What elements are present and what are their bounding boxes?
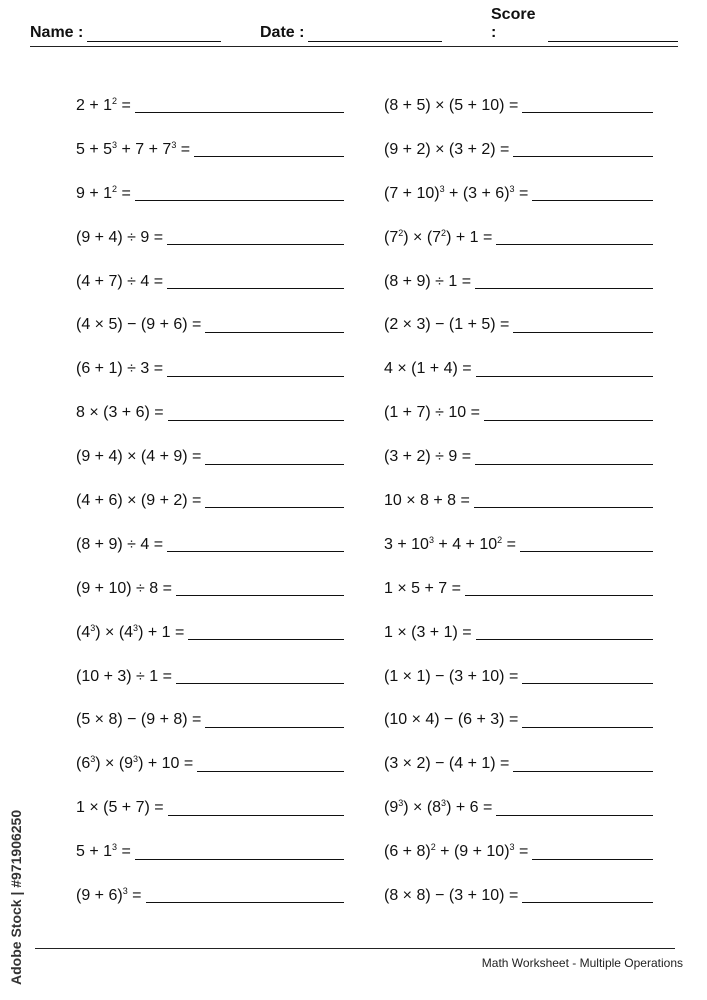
problem-row [76,698,344,742]
exponent: 3 [122,885,128,896]
answer-line[interactable] [194,142,344,157]
problem-expression [384,273,471,291]
problem-row [76,874,344,918]
problem-expression [384,492,470,510]
exponent: 3 [171,139,177,150]
expression-part: ) + 1 = [138,623,185,641]
expression-part: (9 + 4) × (4 + 9) = [76,448,202,466]
expression-part: 3 + 10 [384,535,429,553]
problem-expression [76,536,163,554]
problem-row [384,260,653,304]
problem-row [384,874,653,918]
exponent: 3 [90,754,96,765]
problem-row [76,742,344,786]
problem-row [76,172,344,216]
problem-expression [76,799,164,817]
expression-part: (4 + 6) × (9 + 2) = [76,491,202,509]
exponent: 3 [112,842,118,853]
problem-expression [384,580,461,598]
problem-expression [384,668,518,686]
problem-expression [76,97,131,115]
expression-part: (1 × 1) − (3 + 10) = [384,667,519,685]
answer-line[interactable] [197,757,344,772]
expression-part: (8 × 8) − (3 + 10) = [384,886,519,904]
expression-part: + (9 + 10) [435,843,510,861]
problem-row [76,128,344,172]
problem-row [76,611,344,655]
right-problem-column [384,84,653,918]
exponent: 2 [398,227,404,238]
expression-part: (6 + 1) ÷ 3 = [76,360,164,378]
expression-part: ) × (8 [403,799,442,817]
expression-part: + (3 + 6) [444,184,510,202]
exponent: 2 [112,95,118,106]
problem-row [76,786,344,830]
answer-line[interactable] [522,888,653,903]
exponent: 3 [398,798,404,809]
problem-expression [76,448,201,466]
exponent: 3 [133,622,139,633]
problem-row [384,786,653,830]
problem-expression [384,799,492,817]
problem-expression [384,755,509,773]
answer-line[interactable] [475,450,653,465]
name-line[interactable] [87,25,221,42]
problem-expression [76,755,193,773]
expression-part: (4 [76,623,91,641]
problem-row [76,84,344,128]
expression-part: ) × (9 [95,755,134,773]
problem-expression [76,843,131,861]
expression-part: (4 + 7) ÷ 4 = [76,272,164,290]
problem-expression [76,273,163,291]
expression-part: 1 × (3 + 1) = [384,623,472,641]
problem-expression [384,316,509,334]
problem-row [384,303,653,347]
answer-line[interactable] [513,757,653,772]
exponent: 3 [133,754,139,765]
expression-part: (9 [384,799,399,817]
problem-row [76,479,344,523]
answer-line[interactable] [476,625,653,640]
answer-line[interactable] [205,493,344,508]
problem-expression [384,185,528,203]
problem-expression [384,448,471,466]
problem-expression [76,711,201,729]
expression-part: = [117,96,131,114]
date-field[interactable] [260,22,442,42]
problem-expression [76,404,164,422]
answer-line[interactable] [176,581,344,596]
exponent: 3 [90,622,96,633]
expression-part: = [117,184,131,202]
answer-line[interactable] [167,230,344,245]
expression-part: ) + 10 = [138,755,194,773]
left-problem-column [76,84,344,918]
answer-line[interactable] [532,845,653,860]
problem-row [76,435,344,479]
expression-part: (9 + 10) ÷ 8 = [76,579,172,597]
answer-line[interactable] [520,537,653,552]
expression-part: (3 × 2) − (4 + 1) = [384,755,510,773]
problem-row [384,611,653,655]
expression-part: (10 + 3) ÷ 1 = [76,667,172,685]
problem-expression [384,360,472,378]
answer-line[interactable] [522,98,653,113]
exponent: 3 [439,183,445,194]
problem-row [76,347,344,391]
problem-row [384,655,653,699]
expression-part: = [127,886,142,904]
problem-expression [76,668,172,686]
stock-watermark: Adobe Stock | #971906250 [8,809,24,985]
problem-expression [76,624,184,642]
worksheet-header [30,6,678,47]
expression-part: = [514,843,529,861]
problem-expression [384,141,509,159]
expression-part: = [502,535,516,553]
problem-row [76,303,344,347]
score-line[interactable] [548,25,678,42]
problem-expression [384,97,518,115]
expression-part: (7 [384,228,399,246]
problem-row [384,391,653,435]
expression-part: (4 × 5) − (9 + 6) = [76,316,202,334]
exponent: 3 [441,798,447,809]
expression-part: + 7 + 7 [117,140,172,158]
problem-row [384,479,653,523]
answer-line[interactable] [188,625,344,640]
answer-line[interactable] [465,581,653,596]
problem-expression [76,887,142,905]
problem-row [384,216,653,260]
date-line[interactable] [308,25,442,42]
expression-part: (6 + 8) [384,843,431,861]
expression-part: 9 + 1 [76,184,113,202]
expression-part: 4 × (1 + 4) = [384,360,472,378]
problem-expression [76,580,172,598]
problem-expression [384,229,492,247]
answer-line[interactable] [532,186,653,201]
answer-line[interactable] [146,888,345,903]
answer-line[interactable] [167,537,344,552]
answer-line[interactable] [513,318,653,333]
problem-expression [384,404,480,422]
name-field[interactable] [30,22,221,42]
expression-part: ) × (4 [95,623,134,641]
problem-expression [384,843,528,861]
exponent: 2 [497,534,503,545]
problem-row [76,567,344,611]
answer-line[interactable] [205,713,344,728]
answer-line[interactable] [168,801,344,816]
problem-row [384,523,653,567]
expression-part: = [176,140,191,158]
problem-row [76,830,344,874]
answer-line[interactable] [475,274,653,289]
date-label: Date : [260,24,305,41]
problem-row [384,742,653,786]
expression-part: (7 + 10) [384,184,440,202]
exponent: 2 [112,183,118,194]
answer-line[interactable] [513,142,653,157]
footer-divider [35,948,675,949]
answer-line[interactable] [205,450,344,465]
answer-line[interactable] [167,274,344,289]
expression-part: (10 × 4) − (6 + 3) = [384,711,519,729]
expression-part: (6 [76,755,91,773]
exponent: 3 [112,139,118,150]
problem-row [384,830,653,874]
expression-part: 1 × (5 + 7) = [76,799,164,817]
expression-part: + 4 + 10 [433,535,498,553]
expression-part: (9 + 2) × (3 + 2) = [384,140,510,158]
problem-expression [76,185,131,203]
answer-line[interactable] [135,845,344,860]
expression-part: (9 + 4) ÷ 9 = [76,228,164,246]
problem-row [76,655,344,699]
answer-line[interactable] [167,362,344,377]
expression-part: = [117,843,131,861]
problem-row [76,260,344,304]
answer-line[interactable] [484,406,653,421]
exponent: 2 [441,227,447,238]
expression-part: (8 + 9) ÷ 1 = [384,272,472,290]
problem-expression [384,887,518,905]
expression-part: (8 + 5) × (5 + 10) = [384,96,519,114]
problem-expression [76,360,163,378]
expression-part: (9 + 6) [76,886,123,904]
answer-line[interactable] [474,493,653,508]
expression-part: = [514,184,529,202]
expression-part: 5 + 1 [76,843,113,861]
expression-part: 1 × 5 + 7 = [384,579,461,597]
problem-expression [384,624,472,642]
problem-row [384,172,653,216]
answer-line[interactable] [496,230,653,245]
answer-line[interactable] [476,362,653,377]
answer-line[interactable] [205,318,344,333]
problem-row [384,435,653,479]
exponent: 3 [428,534,434,545]
problem-expression [76,492,201,510]
problem-row [384,567,653,611]
name-label: Name : [30,24,84,41]
problem-expression [384,711,518,729]
answer-line[interactable] [135,98,344,113]
exponent: 3 [509,842,515,853]
problem-row [76,216,344,260]
answer-line[interactable] [496,801,653,816]
problem-row [384,84,653,128]
expression-part: 5 + 5 [76,140,113,158]
score-label: Score : [491,6,536,41]
problem-row [76,391,344,435]
exponent: 2 [430,842,436,853]
expression-part: ) + 6 = [446,799,493,817]
problem-expression [384,536,516,554]
footer-title: Math Worksheet - Multiple Operations [481,956,683,970]
expression-part: ) × (7 [403,228,442,246]
expression-part: (3 + 2) ÷ 9 = [384,448,472,466]
exponent: 3 [509,183,515,194]
problem-row [384,128,653,172]
answer-line[interactable] [135,186,344,201]
expression-part: (8 + 9) ÷ 4 = [76,535,164,553]
problem-expression [76,229,163,247]
expression-part: 10 × 8 + 8 = [384,491,470,509]
problem-expression [76,316,201,334]
expression-part: (2 × 3) − (1 + 5) = [384,316,510,334]
answer-line[interactable] [176,669,344,684]
expression-part: (1 + 7) ÷ 10 = [384,404,480,422]
problem-row [384,698,653,742]
expression-part: 8 × (3 + 6) = [76,404,164,422]
answer-line[interactable] [522,713,653,728]
answer-line[interactable] [522,669,653,684]
expression-part: ) + 1 = [446,228,493,246]
problem-expression [76,141,190,159]
score-field[interactable] [491,6,678,42]
expression-part: 2 + 1 [76,96,113,114]
answer-line[interactable] [168,406,344,421]
problem-row [384,347,653,391]
problem-row [76,523,344,567]
expression-part: (5 × 8) − (9 + 8) = [76,711,202,729]
